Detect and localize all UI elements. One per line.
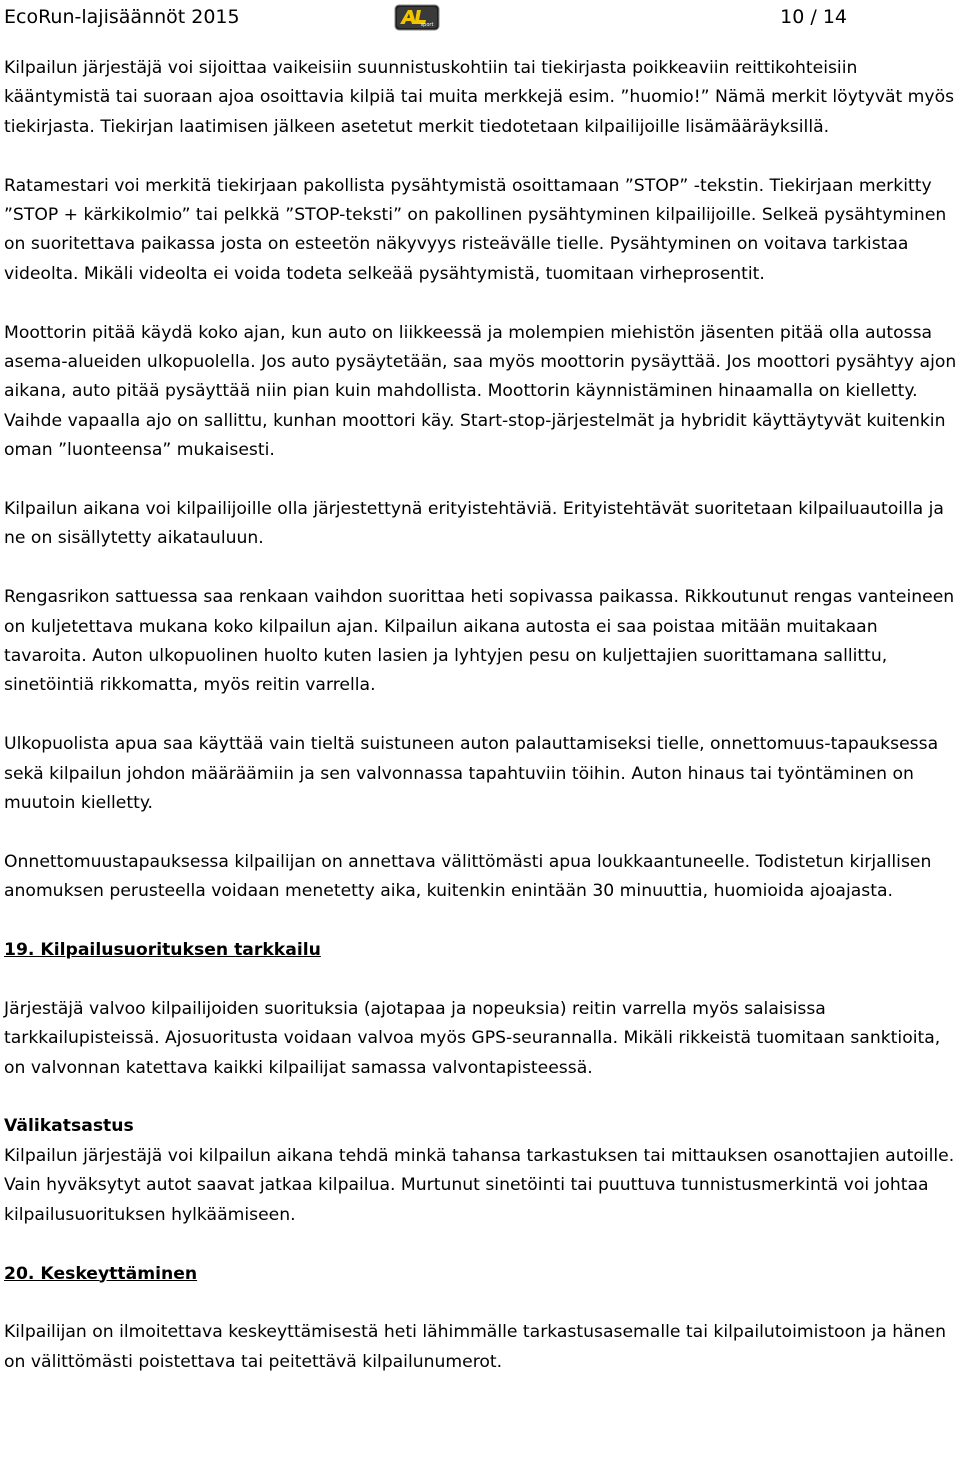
svg-text:sport: sport — [420, 22, 434, 28]
page-header — [0, 0, 960, 34]
section-heading-20: 20. Keskeyttäminen — [4, 1263, 198, 1284]
page-indicator: 10 / 14 — [780, 6, 847, 28]
document-title: EcoRun-lajisäännöt 2015 — [4, 6, 240, 28]
paragraph-outside-help: Ulkopuolista apua saa käyttää vain tieltä suistuneen auton palauttamiseksi tielle, onnettomuus-tapauksessa sekä kilpailun johdon määräämiin ja sen valvonnassa tapahtuviin töihin. Auton hinaus tai työntäminen on muutoin kielletty. — [4, 734, 939, 814]
paragraph-tyre-damage: Rengasrikon sattuessa saa renkaan vaihdon suorittaa heti sopivassa paikassa. Rikkoutunut rengas vanteineen on kuljetettava mukana koko kilpailun ajan. Kilpailun aikana autosta ei saa poistaa mitään muitakaan tavaroita. Auton ulkopuolinen huolto kuten lasien ja lyhtyjen pesu on kuljettajien suorittamana sallittu, sinetöintiä rikkomatta, myös reitin varrella. — [4, 587, 955, 696]
document-body — [4, 54, 958, 1377]
al-sport-logo — [394, 4, 440, 31]
paragraph-intermediate-inspection: Kilpailun järjestäjä voi kilpailun aikana tehdä minkä tahansa tarkastuksen tai mittauksen osanottajien autoille. Vain hyväksytyt autot saavat jatkaa kilpailua. Murtunut sinetöinti tai puuttuva tunnistusmerkintä voi johtaa kilpailusuorituksen hylkäämiseen. — [4, 1145, 955, 1225]
paragraph-accident-help: Onnettomuustapauksessa kilpailijan on annettava välittömästi apua loukkaantuneelle. Todistetun kirjallisen anomuksen perusteella voidaan menetetty aika, kuitenkin enintään 30 minuuttia, huomioida ajoajasta. — [4, 851, 932, 902]
paragraph-monitoring: Järjestäjä valvoo kilpailijoiden suorituksia (ajotapaa ja nopeuksia) reitin varrella myös salaisissa tarkkailupisteissä. Ajosuoritusta voidaan valvoa myös GPS-seurannalla. Mikäli rikkeistä tuomitaan sanktioita, on valvonnan katettava kaikki kilpailijat samassa valvontapisteessä. — [4, 998, 941, 1078]
paragraph-route-signs: Kilpailun järjestäjä voi sijoittaa vaikeisiin suunnistuskohtiin tai tiekirjasta poikkeaviin reittikohteisiin kääntymistä tai suoraan ajoa osoittavia kilpiä tai muita merkkejä esim. ”huomio!” Nämä merkit löytyvät myös tiekirjasta. Tiekirjan laatimisen jälkeen asetetut merkit tiedotetaan kilpailijoille lisämääräyksillä. — [4, 58, 955, 137]
section-heading-19: 19. Kilpailusuorituksen tarkkailu — [4, 940, 321, 961]
subheading-intermediate-inspection: Välikatsastus — [4, 1116, 134, 1137]
paragraph-stop-marking: Ratamestari voi merkitä tiekirjaan pakollista pysähtymistä osoittamaan ”STOP” -tekstin. Tiekirjaan merkitty ”STOP + kärkikolmio” tai pelkkä ”STOP-teksti” on pakollinen pysähtyminen kilpailijoille. Selkeä pysähtyminen on suoritettava paikassa josta on esteetön näkyvyys risteävälle tielle. Pysähtyminen on voitava tarkistaa videolta. Mikäli videolta ei voida todeta selkeää pysähtymistä, tuomitaan virheprosentit. — [4, 175, 947, 284]
paragraph-special-tasks: Kilpailun aikana voi kilpailijoille olla järjestettynä erityistehtäviä. Erityistehtävät suoritetaan kilpailuautoilla ja ne on sisällytetty aikatauluun. — [4, 499, 944, 549]
paragraph-engine-running: Moottorin pitää käydä koko ajan, kun auto on liikkeessä ja molempien miehistön jäsenten pitää olla autossa asema-alueiden ulkopuolella. Jos auto pysäytetään, saa myös moottorin pysäyttää. Jos moottori pysähtyy ajon aikana, auto pitää pysäyttää niin pian kuin mahdollista. Moottorin käynnistäminen hinaamalla on kielletty. Vaihde vapaalla ajo on sallittu, kunhan moottori käy. Start-stop-järjestelmät ja hybridit käyttäytyvät kuitenkin oman ”luonteensa” mukaisesti. — [4, 322, 957, 461]
paragraph-retirement: Kilpailijan on ilmoitettava keskeyttämisestä heti lähimmälle tarkastusasemalle tai kilpailutoimistoon ja hänen on välittömästi poistettava tai peitettävä kilpailunumerot. — [4, 1322, 947, 1372]
